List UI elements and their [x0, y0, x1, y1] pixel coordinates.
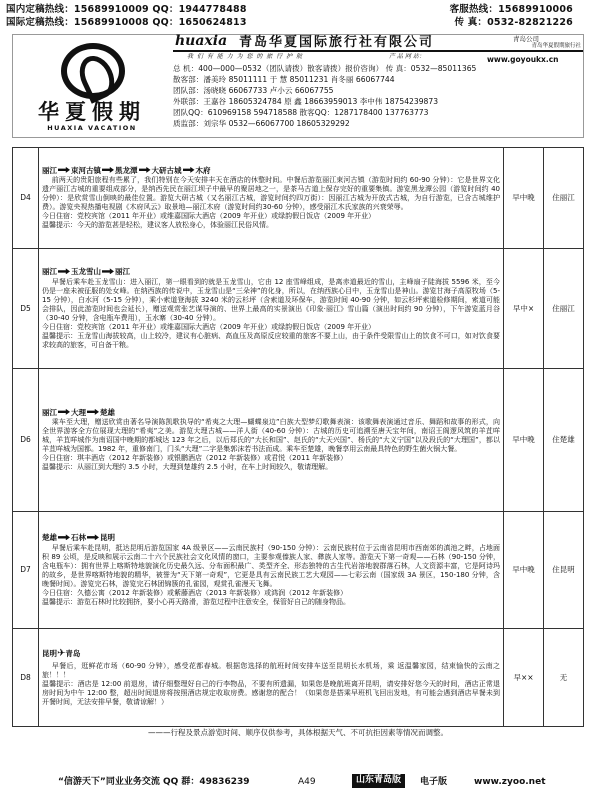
route-line [42, 408, 500, 418]
airplane-icon: ✈ [57, 648, 66, 660]
footer-edition: 电子版 [420, 777, 448, 787]
itinerary-disclaimer: ———行程及景点游览时间、顺序仅供参考，具体根据天气、不可抗拒因素等情况而调整。 [148, 728, 448, 737]
itinerary-table [12, 147, 584, 727]
route-stop: 楚雄 [100, 407, 115, 417]
hotline-service: 客服热线：15689910006 [449, 4, 573, 15]
day-description: 前两天的贵阳旅程有些累了，我们特别在今天安排丰天在酒店的休整时间。中餐后游览丽江束河古镇（游览时间约 60-90 分钟）：它是世界文化遗产丽江古城的重要组成部分，是纳西先民在丽江坝子中最早的聚居地之一，是茶马古道上保存完好的重要集镇。游览黑龙潭公园（游览时间约 40 分钟）：是欣赏雪山倒映的最佳位置。游览大研古城（又名丽江古城，游览时间约四万街）：因丽江古城为开放式古城，为自行游览，已含古城维护费）。游览央视热播电视剧《木府风云》取景地—丽江木府（游览时间约30-60 分钟），感受丽江木氏家族的兴衰荣辱。 [42, 176, 500, 212]
lodging-cell: 住丽江 [544, 148, 584, 249]
day-note: 温馨提示：酒店是 12:00 前退房，请仔细整理好自己的行李物品，不要有所遗漏，如果您是晚航班离开昆明，请安排好您今天的时间，酒店正常退房时间为中午 12:00 整，超出时间退房将按照酒店规定收取房费。感谢您的配合！（如果您是搭乘早班机飞回出发地，有可能会遇到酒店早餐未到开餐时间，无法安排早餐，敬请谅解！） [42, 679, 500, 706]
route-stop: 丽江 [42, 267, 57, 277]
day-label: D7 [13, 512, 39, 629]
day-label: D8 [13, 629, 39, 727]
company-label: 青岛公司 [513, 35, 539, 43]
day-label: D6 [13, 369, 39, 512]
meals-cell: 早中× [504, 249, 544, 369]
day-label: D4 [13, 148, 39, 249]
day-content [39, 249, 504, 369]
day-description: 早餐后乘车赴玉龙雪山：进入丽江，第一眼看到的就是玉龙雪山，它由 12 座雪峰组成，是离赤道最近的雪山，主峰扇子陡海拔 5596 米，至今仍是一座未被征服的处女峰。在纳西族的传说中，玉龙雪山是“三朵神”的化身，所以，在纳西族心目中，玉龙雪山是神山。游览甘海子高原牧场（5-15 分钟），白水河（5-15 分钟），乘小索道登海拔 3240 米的云杉坪（含索道及环保车，游览时间 40-90 分钟，如云杉坪索道检修期间，索道可能会排队，因此游览时间也会延长），赠送观赏张艺谋导演的、世界上最高的实景演出《印象·丽江》雪山篇（演出时间约 90 分钟），下午游览蓝月谷（30-40 分钟，含电瓶车费用），玉水寨（30-40 分钟）。 [42, 277, 500, 322]
itinerary-row [13, 369, 584, 512]
lodging-cell: 无 [544, 629, 584, 727]
route-stop: 黑龙潭 [115, 165, 138, 175]
day-note: 今日住宿：党校宾馆（2011 年开业）或维嘉国际大酒店（2009 年开业）或绿韵假日饭店（2009 年开业） [42, 322, 376, 331]
meals-cell: 早中晚 [504, 512, 544, 629]
route-stop: 昆明 [42, 649, 57, 659]
day-description: 早餐后，逛鲜花市场（60-90 分钟），感受花都春城。根据您选择的航班时间安排车送至昆明长水机场，乘 返温馨家园，结束愉快的云南之旅！！！ [42, 662, 500, 679]
contact-group: 团队部：汤晓晓 66067733 卢小云 66067755 [173, 86, 334, 95]
day-description: 早餐后乘车赴昆明，抵达昆明后游览国家 4A 级景区——云南民族村（90-150 分钟）：云南民族村位于云南省昆明市西南郊的滇池之畔，占地面积 89 公顷，是反映和展示云南二十六个民族社会文化风情的窗口，主要参观傣族人家、彝族人家等。游览天下第一奇观——石林（90-150 分钟，含电瓶车）：拥有世界上喀斯特地貌演化历史最久远、分布面积最广、类型齐全、形态独特的古生代岩溶地貌群落石林，人文资源丰富，它是阿诗玛的故乡，是世界喀斯特地貌的精华，被誉为“天下第一奇观”，它更是具有云南民族工艺大观园——七彩云南（国家级 3A 景区，150-180 分钟，含晚餐时间）。游览完石林，游览完石林团锦簇的孔雀园，观赏孔雀漫天飞舞。 [42, 543, 500, 588]
route-stop: 青岛 [65, 649, 81, 659]
footer-publisher-badge: 山东青岛版 [352, 774, 405, 788]
route-line [42, 533, 500, 543]
day-note: 温馨提示：从丽江到大理约 3.5 小时，大理到楚雄约 2.5 小时，在车上时间较久，敬请理解。 [42, 463, 333, 472]
arrow-right-icon [183, 167, 195, 173]
day-content [39, 369, 504, 512]
contact-retail: 散客部：潘美玲 85011111 于 慧 85011231 肖冬丽 66067744 [173, 75, 395, 84]
brand-logo [13, 35, 171, 137]
logo-en: HUAXIA VACATION [47, 124, 137, 132]
day-label: D5 [13, 249, 39, 369]
route-stop: 大研古城 [151, 165, 182, 175]
footer-website-link[interactable]: www.zyoo.net [474, 777, 546, 787]
meals-cell: 早×× [504, 629, 544, 727]
arrow-right-icon [58, 409, 70, 415]
contact-qq: 团队QQ：610969158 594718588 散客QQ：1287178400 137763773 [173, 108, 429, 117]
agency-header [12, 34, 584, 138]
arrow-right-icon [58, 268, 70, 274]
footer-group-qq: “信游天下”同业业务交流 QQ 群：49836239 [58, 777, 250, 787]
company-sub-label: 青岛华夏假期旅行社 [531, 43, 581, 49]
arrow-right-icon [87, 409, 99, 415]
contact-liaison: 外联部：王嘉谷 18605324784 原 鑫 18663959013 李中伟 18754239873 [173, 97, 439, 106]
meals-cell: 早中晚 [504, 148, 544, 249]
lodging-cell: 住昆明 [544, 512, 584, 629]
route-line [42, 648, 500, 661]
route-stop: 大理 [71, 407, 86, 417]
day-content [39, 148, 504, 249]
route-stop: 玉龙雪山 [71, 267, 101, 277]
arrow-right-icon [58, 534, 70, 540]
footer-page-number: A49 [298, 777, 316, 787]
hotline-international: 国际定稿热线：15689910008 QQ：1650624813 [6, 17, 247, 28]
arrow-right-icon [87, 534, 99, 540]
product-website-link[interactable]: www.goyoukx.cn [487, 55, 559, 64]
logo-cn: 华夏假期 [38, 99, 146, 124]
brand-name-cn: 青岛华夏国际旅行社有限公司 [239, 35, 435, 50]
route-line [42, 166, 500, 176]
itinerary-row [13, 629, 584, 727]
hotline-fax: 传 真：0532-82821226 [454, 17, 573, 28]
route-stop: 木府 [195, 165, 211, 175]
day-note: 温馨提示：玉龙雪山海拔较高，山上较冷，建议有心脏病、高血压及高原反应较重的旅客不要上山，由于条件受限雪山上的饮食不可口，如对饮食要求较高的旅客，可自备干粮。 [42, 331, 500, 349]
arrow-right-icon [139, 167, 151, 173]
contact-switchboard: 总 机：400—000—0532（团队请拨）散客请拨）报价咨询） 传 真：0532—85011365 [173, 64, 477, 73]
route-stop: 束河古镇 [71, 165, 101, 175]
day-note: 今日住宿：久德公寓（2012 年新装修）或紫藤酒店（2013 年新装修）或鸿润（2012 年新装修） [42, 588, 348, 597]
day-note: 今日住宿：党校宾馆（2011 年开业）或维嘉国际大酒店（2009 年开业）或绿韵假日饭店（2009 年开业） [42, 212, 376, 221]
day-note: 温馨提示：今天的游览甚是轻松，建议客人放松身心，体验丽江民俗风情。 [42, 221, 273, 230]
day-content [39, 512, 504, 629]
day-description: 乘车至大理，赠送欣赏由著名导演陈凯歌执导的“希夷之大理—蝴蝶泉边”白族大型梦幻歌舞表演：该歌舞表演通过音乐、舞蹈和故事的形式，向全世界游客全方位展现大理的“希夷”之美。游览大理古城——洋人街（40-60 分钟）：古城的历史可追溯至唐天宝年间，南诏王阁逻风筑的羊苴咩城，羊苴咩城作为南诏国中晚期的都城达 123 年之后，以后郑氏的“大长和国”、赵氏的“大天兴国”、杨氏的“大义宁国”以及段氏的“大理国”，都以羊苴咩城为国都。1982 年，重修南门，门头“大理”二字是集郭沫若书法而成。乘车至楚雄，晚餐享用云南最具特色的野生菌火锅大餐。 [42, 418, 500, 454]
route-stop: 丽江 [115, 267, 130, 277]
itinerary-row [13, 148, 584, 249]
itinerary-row [13, 512, 584, 629]
day-note: 温馨提示：游览石林时比较拥挤，要小心再天路滑，游览过程中注意安全，保管好自己的随身物品。 [42, 597, 350, 606]
brand-name-en: huaxia [175, 33, 228, 49]
lodging-cell: 住楚雄 [544, 369, 584, 512]
contact-quality: 质监部：刘宗华 0532—66067700 18605329292 [173, 119, 350, 128]
products-label: 产 品 网 站： [389, 53, 425, 60]
arrow-right-icon [102, 268, 114, 274]
brand-banner [173, 35, 583, 52]
lodging-cell: 住丽江 [544, 249, 584, 369]
arrow-right-icon [102, 167, 114, 173]
day-content [39, 629, 504, 727]
route-stop: 昆明 [100, 533, 115, 543]
route-stop: 石林 [71, 533, 86, 543]
route-stop: 丽江 [42, 407, 57, 417]
arrow-right-icon [58, 167, 70, 173]
huaxia-logo-icon [61, 43, 125, 99]
day-note: 今日住宿：琪丰酒店（2012 年新装修）或银鹏酒店（2012 年新装修）或君悦（2011 年新装修） [42, 454, 348, 463]
route-stop: 楚雄 [42, 533, 57, 543]
route-stop: 丽江 [42, 165, 57, 175]
itinerary-row [13, 249, 584, 369]
route-line [42, 267, 500, 277]
hotline-domestic: 国内定稿热线：15689910009 QQ：1944778488 [6, 4, 247, 15]
meals-cell: 早中晚 [504, 369, 544, 512]
brand-slogan: 我 们 有 能 力 为 您 的 旅 行 护 航 [187, 53, 303, 60]
